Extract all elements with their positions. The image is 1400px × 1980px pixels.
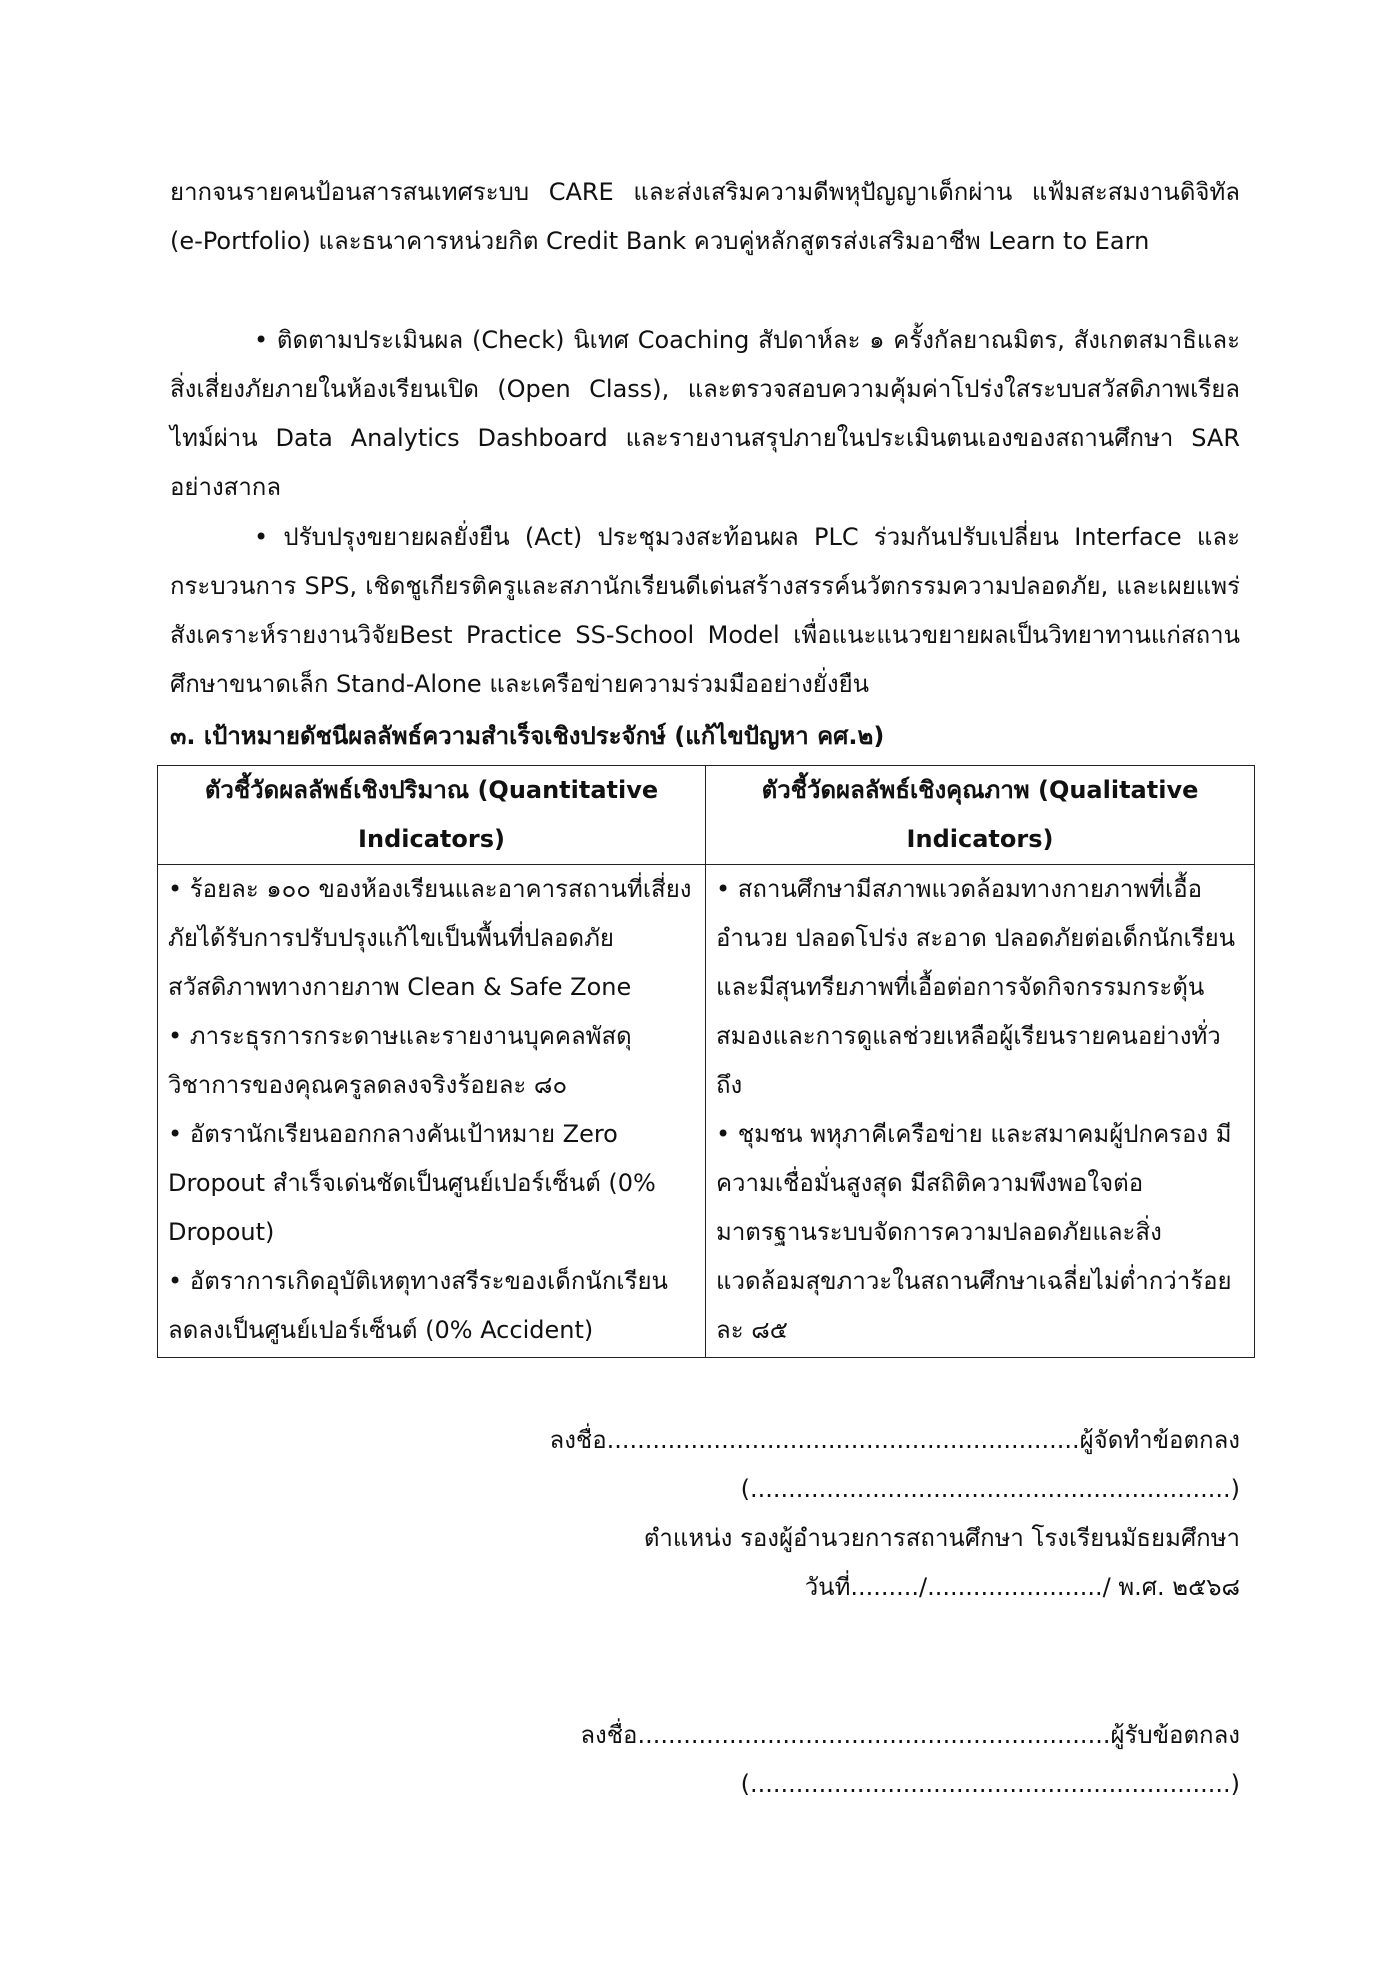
paragraph-care-portfolio: ยากจนรายคนป้อนสารสนเทศระบบ CARE และส่งเสริมความดีพหุปัญญาเด็กผ่าน แฟ้มสะสมงานดิจิทัล (e-Portfolio) และธนาคารหน่วยกิต Credit Bank ควบคู่หลักสูตรส่งเสริมอาชีพ Learn to Earn [170, 178, 1240, 255]
receiver-sign-line: ลงชื่อ..............................................................ผู้รับข้อตกลง [580, 1721, 1240, 1749]
quantitative-item-1: • ร้อยละ ๑๐๐ ของห้องเรียนและอาคารสถานที่เสี่ยงภัยได้รับการปรับปรุงแก้ไขเป็นพื้นที่ปลอดภัยสวัสดิภาพทางกายภาพ Clean & Safe Zone [168, 875, 692, 1001]
preparer-position: ตำแหน่ง รองผู้อำนวยการสถานศึกษา โรงเรียนมัธยมศึกษา [643, 1524, 1240, 1552]
quantitative-header: ตัวชี้วัดผลลัพธ์เชิงปริมาณ (Quantitative Indicators) [158, 766, 706, 865]
table-row [158, 865, 1255, 1358]
preparer-sign-line: ลงชื่อ..............................................................ผู้จัดทำข้อตกลง [549, 1426, 1240, 1454]
receiver-name-line: (...............................................................) [740, 1770, 1240, 1798]
preparer-date: วันที่........./......................./ พ.ศ. ๒๕๖๘ [804, 1573, 1240, 1601]
preparer-name-line: (...............................................................) [740, 1475, 1240, 1503]
table-header-row [158, 766, 1255, 865]
quantitative-item-4: • อัตราการเกิดอุบัติเหตุทางสรีระของเด็กนักเรียนลดลงเป็นศูนย์เปอร์เซ็นต์ (0% Accident) [168, 1267, 668, 1344]
indicators-table [157, 765, 1255, 1358]
qualitative-header: ตัวชี้วัดผลลัพธ์เชิงคุณภาพ (Qualitative Indicators) [706, 766, 1255, 865]
quantitative-cell [158, 865, 706, 1358]
qualitative-cell [706, 865, 1255, 1358]
paragraph-act: • ปรับปรุงขยายผลยั่งยืน (Act) ประชุมวงสะท้อนผล PLC ร่วมกันปรับเปลี่ยน Interface และกระบวนการ SPS, เชิดชูเกียรติครูและสภานักเรียนดีเด่นสร้างสรรค์นวัตกรรมความปลอดภัย, และเผยแพร่สังเคราะห์รายงานวิจัยBest Practice SS-School Model เพื่อแนะแนวขยายผลเป็นวิทยาทานแก่สถานศึกษาขนาดเล็ก Stand-Alone และเครือข่ายความร่วมมืออย่างยั่งยืน [170, 523, 1240, 698]
qualitative-item-2: • ชุมชน พหุภาคีเครือข่าย และสมาคมผู้ปกครอง มีความเชื่อมั่นสูงสุด มีสถิติความพึงพอใจต่อมาตรฐานระบบจัดการความปลอดภัยและสิ่งแวดล้อมสุขภาวะในสถานศึกษาเฉลี่ยไม่ต่ำกว่าร้อยละ ๘๕ [716, 1120, 1232, 1344]
quantitative-item-2: • ภาระธุรการกระดาษและรายงานบุคคลพัสดุวิชาการของคุณครูลดลงจริงร้อยละ ๘๐ [168, 1022, 632, 1099]
quantitative-item-3: • อัตรานักเรียนออกกลางคันเป้าหมาย Zero Dropout สำเร็จเด่นชัดเป็นศูนย์เปอร์เซ็นต์ (0% Dropout) [168, 1120, 656, 1246]
section-heading: ๓. เป้าหมายดัชนีผลลัพธ์ความสำเร็จเชิงประจักษ์ (แก้ไขปัญหา คศ.๒) [170, 722, 885, 750]
paragraph-check: • ติดตามประเมินผล (Check) นิเทศ Coaching สัปดาห์ละ ๑ ครั้งกัลยาณมิตร, สังเกตสมาธิและสิ่งเสี่ยงภัยภายในห้องเรียนเปิด (Open Class), และตรวจสอบความคุ้มค่าโปร่งใสระบบสวัสดิภาพเรียลไทม์ผ่าน Data Analytics Dashboard และรายงานสรุปภายในประเมินตนเองของสถานศึกษา SAR อย่างสากล [170, 326, 1240, 501]
qualitative-item-1: • สถานศึกษามีสภาพแวดล้อมทางกายภาพที่เอื้ออำนวย ปลอดโปร่ง สะอาด ปลอดภัยต่อเด็กนักเรียน และมีสุนทรียภาพที่เอื้อต่อการจัดกิจกรรมกระตุ้นสมองและการดูแลช่วยเหลือผู้เรียนรายคนอย่างทั่วถึง [716, 875, 1236, 1099]
